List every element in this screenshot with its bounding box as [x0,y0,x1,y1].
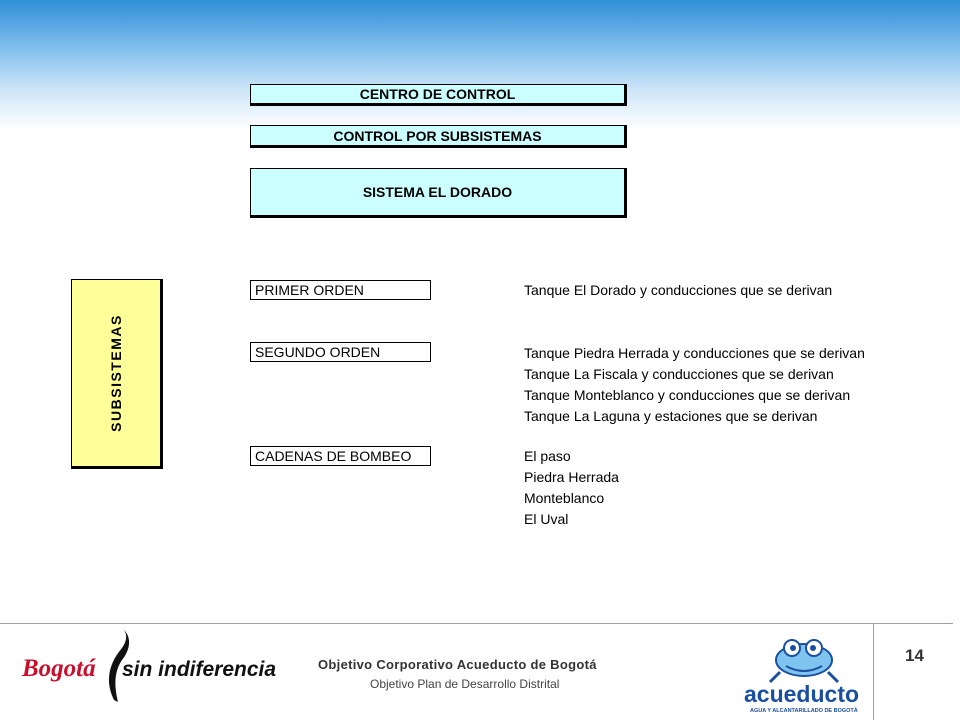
cadenas-de-bombeo-description [524,446,619,530]
list-item: Tanque La Fiscala y conducciones que se derivan [524,366,834,382]
sistema-el-dorado-box [250,168,627,218]
bogota-sin-indiferencia-logo [18,628,277,708]
footer-divider [0,623,953,624]
frog-icon [770,640,838,682]
subsistemas-label: SUBSISTEMAS [108,314,124,432]
list-item: El paso [524,448,571,464]
primer-orden-label: PRIMER ORDEN [255,282,364,298]
cadenas-de-bombeo-box [250,446,431,466]
sin-indiferencia-logo-text: sin indiferencia [122,658,277,681]
footer-title: Objetivo Corporativo Acueducto de Bogotá [318,657,597,672]
list-item: Tanque La Laguna y estaciones que se derivan [524,408,818,424]
list-item: Monteblanco [524,490,605,506]
primer-orden-box [250,280,431,300]
acueducto-logo-text: acueducto [744,681,860,707]
centro-de-control-box [250,84,627,106]
list-item: Tanque Piedra Herrada y conducciones que se derivan [524,345,865,361]
page-number: 14 [905,646,924,665]
bogota-logo-text: Bogotá [22,655,96,682]
list-item: Piedra Herrada [524,469,619,485]
segundo-orden-box [250,342,431,362]
list-item: El Uval [524,511,569,527]
footer-subtitle: Objetivo Plan de Desarrollo Distrital [370,677,560,691]
centro-de-control-label: CENTRO DE CONTROL [359,86,516,102]
primer-orden-description [524,280,832,301]
control-por-subsistemas-label: CONTROL POR SUBSISTEMAS [333,127,542,144]
list-item: Tanque Monteblanco y conducciones que se derivan [524,387,851,403]
segundo-orden-label: SEGUNDO ORDEN [255,344,381,360]
segundo-orden-description [524,343,865,427]
acueducto-logo [740,636,868,716]
list-item: Tanque El Dorado y conducciones que se derivan [524,282,833,298]
cadenas-de-bombeo-label: CADENAS DE BOMBEO [255,448,412,464]
footer-vertical-divider [873,623,874,720]
control-por-subsistemas-box [250,125,627,148]
acueducto-logo-subtext: AGUA Y ALCANTARILLADO DE BOGOTÁ [750,708,858,714]
header-gradient-band [0,0,960,130]
sistema-el-dorado-label: SISTEMA EL DORADO [362,184,513,200]
subsistemas-box [71,279,163,469]
